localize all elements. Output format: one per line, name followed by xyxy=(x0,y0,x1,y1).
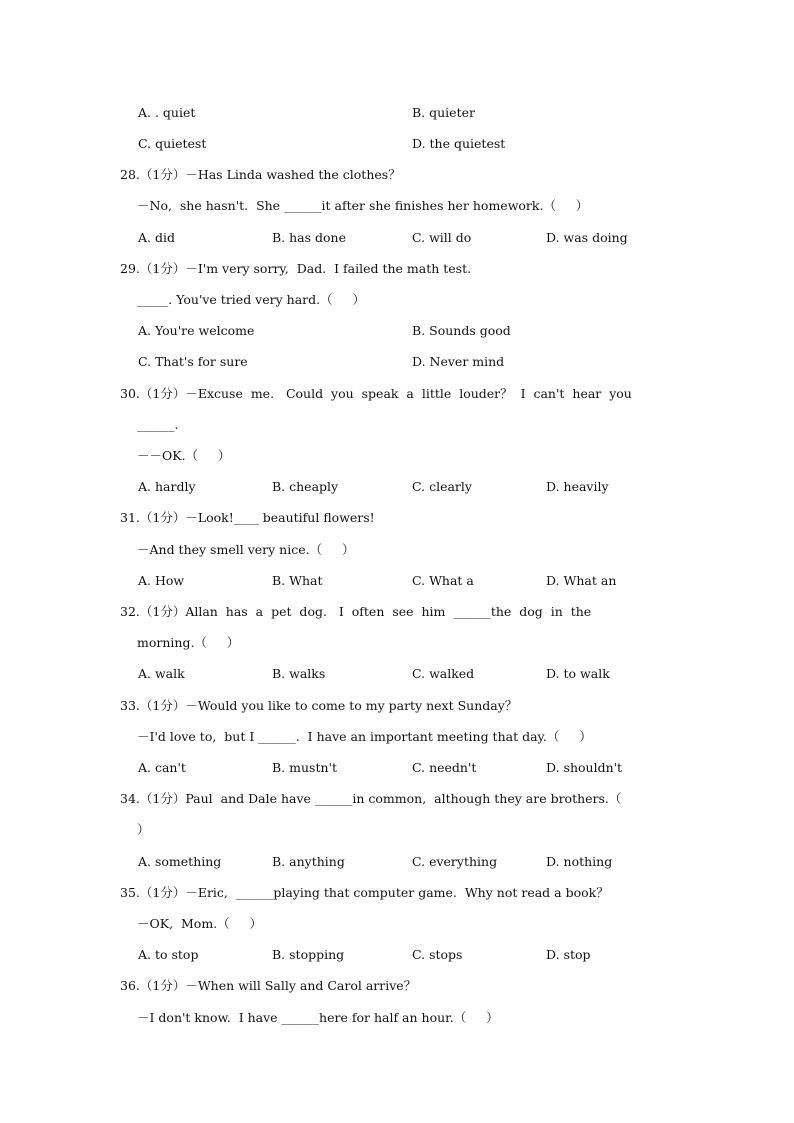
q32-option-b: B. walks xyxy=(272,666,326,681)
question-30-stem: 30.（1分）－Excuse me. Could you speak a little louder？ I can't hear you xyxy=(120,386,632,401)
question-28-line: －No, she hasn't. She ______it after she finishes her homework.（ ） xyxy=(137,198,589,213)
question-32-stem: 32.（1分）Allan has a pet dog. I often see him ______the dog in the xyxy=(120,604,592,619)
q28-option-d: D. was doing xyxy=(546,230,628,245)
question-31-line: －And they smell very nice.（ ） xyxy=(137,542,355,557)
q30-option-a: A. hardly xyxy=(138,479,196,494)
q31-option-c: C. What a xyxy=(412,573,474,588)
question-36-stem: 36.（1分）－When will Sally and Carol arrive？ xyxy=(120,978,417,993)
q35-option-c: C. stops xyxy=(412,947,463,962)
q29-option-d: D. Never mind xyxy=(412,354,505,369)
option-a: A. . quiet xyxy=(138,105,196,120)
q33-option-c: C. needn't xyxy=(412,760,477,775)
question-33-stem: 33.（1分）－Would you like to come to my party next Sunday？ xyxy=(120,698,518,713)
question-29-line: _____. You've tried very hard.（ ） xyxy=(137,292,365,307)
q30-option-b: B. cheaply xyxy=(272,479,339,494)
question-28-stem: 28.（1分）－Has Linda washed the clothes？ xyxy=(120,167,401,182)
q30-option-c: C. clearly xyxy=(412,479,472,494)
q33-option-a: A. can't xyxy=(138,760,186,775)
q35-option-b: B. stopping xyxy=(272,947,345,962)
q32-option-a: A. walk xyxy=(138,666,185,681)
q29-option-a: A. You're welcome xyxy=(138,323,255,338)
question-35-stem: 35.（1分）－Eric, ______playing that computer game. Why not read a book？ xyxy=(120,885,609,900)
q28-option-c: C. will do xyxy=(412,230,472,245)
q28-option-a: A. did xyxy=(138,230,175,245)
q28-option-b: B. has done xyxy=(272,230,346,245)
option-c: C. quietest xyxy=(138,136,207,151)
option-b: B. quieter xyxy=(412,105,475,120)
question-36-line: －I don't know. I have ______here for half an hour.（ ） xyxy=(137,1010,499,1025)
q30-option-d: D. heavily xyxy=(546,479,609,494)
question-33-line: －I'd love to, but I ______. I have an important meeting that day.（ ） xyxy=(137,729,592,744)
q31-option-d: D. What an xyxy=(546,573,617,588)
question-34-stem: 34.（1分）Paul and Dale have ______in common, although they are brothers.（ xyxy=(120,791,622,806)
q29-option-c: C. That's for sure xyxy=(138,354,248,369)
q33-option-d: D. shouldn't xyxy=(546,760,623,775)
q35-option-d: D. stop xyxy=(546,947,591,962)
question-30-line: ______. xyxy=(137,417,179,432)
q32-option-c: C. walked xyxy=(412,666,475,681)
question-32-line: morning.（ ） xyxy=(137,635,240,650)
question-31-stem: 31.（1分）－Look!____ beautiful flowers! xyxy=(120,510,375,525)
question-29-stem: 29.（1分）－I'm very sorry, Dad. I failed the math test. xyxy=(120,261,472,276)
q32-option-d: D. to walk xyxy=(546,666,610,681)
q35-option-a: A. to stop xyxy=(138,947,199,962)
q33-option-b: B. mustn't xyxy=(272,760,337,775)
question-35-line: －OK, Mom.（ ） xyxy=(137,916,263,931)
q34-option-c: C. everything xyxy=(412,854,498,869)
q34-option-b: B. anything xyxy=(272,854,345,869)
q34-option-a: A. something xyxy=(138,854,222,869)
question-34-line: ） xyxy=(137,822,150,837)
q31-option-a: A. How xyxy=(138,573,185,588)
q29-option-b: B. Sounds good xyxy=(412,323,511,338)
option-d: D. the quietest xyxy=(412,136,506,151)
q34-option-d: D. nothing xyxy=(546,854,613,869)
q31-option-b: B. What xyxy=(272,573,323,588)
question-30-line: －－OK.（ ） xyxy=(137,448,231,463)
